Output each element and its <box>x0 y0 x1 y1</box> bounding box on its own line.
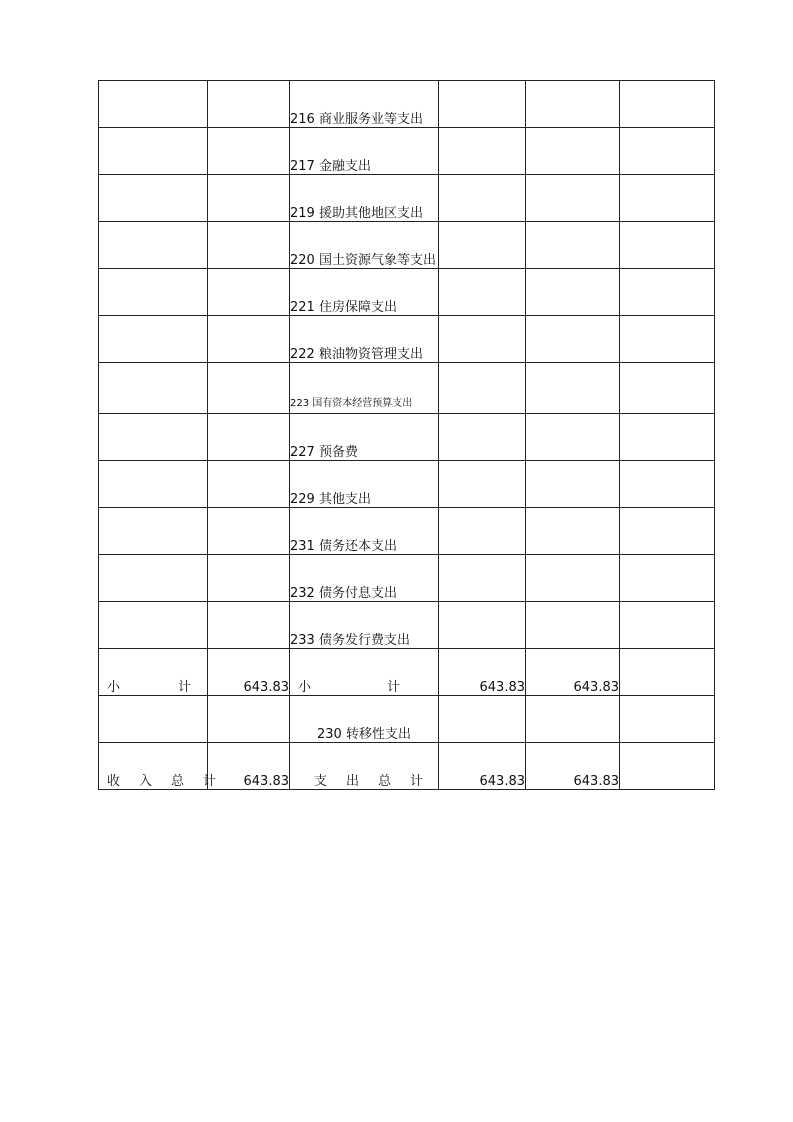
table-row <box>99 269 715 316</box>
table-row <box>99 128 715 175</box>
expense-amount-cell <box>439 128 526 175</box>
expense-amount-cell <box>620 81 715 128</box>
expense-item-cell: 222 粮油物资管理支出 <box>290 316 439 363</box>
income-subtotal-value: 643.83 <box>208 649 290 696</box>
table-row <box>99 602 715 649</box>
expense-amount-cell <box>439 461 526 508</box>
expense-amount-cell <box>439 696 526 743</box>
income-amount-cell <box>208 602 290 649</box>
expense-amount-cell <box>620 222 715 269</box>
subtotal-row <box>99 649 715 696</box>
expense-amount-cell <box>526 316 620 363</box>
income-item-cell <box>99 602 208 649</box>
expense-amount-cell <box>526 363 620 414</box>
expense-amount-cell <box>439 508 526 555</box>
table-row <box>99 175 715 222</box>
income-amount-cell <box>208 696 290 743</box>
table-row <box>99 363 715 414</box>
income-amount-cell <box>208 316 290 363</box>
expense-item-cell: 232 债务付息支出 <box>290 555 439 602</box>
expense-item-cell: 233 债务发行费支出 <box>290 602 439 649</box>
income-item-cell <box>99 508 208 555</box>
income-total-value: 643.83 <box>208 743 290 790</box>
expense-item-cell: 221 住房保障支出 <box>290 269 439 316</box>
table-row <box>99 81 715 128</box>
income-item-cell <box>99 269 208 316</box>
expense-amount-cell <box>439 414 526 461</box>
expense-amount-cell <box>620 316 715 363</box>
expense-amount-cell <box>526 222 620 269</box>
table-row <box>99 414 715 461</box>
expense-subtotal-value: 643.83 <box>439 649 526 696</box>
income-item-cell <box>99 363 208 414</box>
income-item-cell <box>99 81 208 128</box>
expense-amount-cell <box>439 316 526 363</box>
income-amount-cell <box>208 222 290 269</box>
expense-amount-cell <box>620 743 715 790</box>
income-amount-cell <box>208 414 290 461</box>
expense-amount-cell <box>526 461 620 508</box>
expense-amount-cell <box>620 602 715 649</box>
expense-item-cell: 227 预备费 <box>290 414 439 461</box>
table-row <box>99 222 715 269</box>
expense-amount-cell <box>526 414 620 461</box>
income-amount-cell <box>208 363 290 414</box>
table-row <box>99 461 715 508</box>
expense-item-cell: 216 商业服务业等支出 <box>290 81 439 128</box>
expense-amount-cell <box>526 269 620 316</box>
income-item-cell <box>99 555 208 602</box>
budget-table <box>98 80 715 790</box>
expense-amount-cell <box>526 508 620 555</box>
expense-subtotal-label: 小计 <box>290 649 439 696</box>
transfer-row <box>99 696 715 743</box>
expense-amount-cell <box>620 508 715 555</box>
expense-amount-cell <box>439 222 526 269</box>
expense-amount-cell <box>439 363 526 414</box>
expense-total-value: 643.83 <box>439 743 526 790</box>
expense-total-label: 支出总计 <box>290 743 439 790</box>
expense-amount-cell <box>439 175 526 222</box>
income-amount-cell <box>208 508 290 555</box>
expense-subtotal-value: 643.83 <box>526 649 620 696</box>
table-row <box>99 316 715 363</box>
income-item-cell <box>99 414 208 461</box>
income-subtotal-label: 小计 <box>99 649 208 696</box>
expense-amount-cell <box>620 414 715 461</box>
table-row <box>99 508 715 555</box>
expense-amount-cell <box>620 555 715 602</box>
income-item-cell <box>99 175 208 222</box>
expense-item-cell: 217 金融支出 <box>290 128 439 175</box>
expense-item-cell: 219 援助其他地区支出 <box>290 175 439 222</box>
income-amount-cell <box>208 81 290 128</box>
income-amount-cell <box>208 175 290 222</box>
expense-item-cell: 231 债务还本支出 <box>290 508 439 555</box>
expense-item-cell: 229 其他支出 <box>290 461 439 508</box>
expense-amount-cell <box>620 696 715 743</box>
expense-amount-cell <box>620 269 715 316</box>
expense-amount-cell <box>439 269 526 316</box>
table-row <box>99 555 715 602</box>
expense-amount-cell <box>526 696 620 743</box>
income-item-cell <box>99 222 208 269</box>
expense-total-value: 643.83 <box>526 743 620 790</box>
expense-amount-cell <box>439 555 526 602</box>
expense-amount-cell <box>439 602 526 649</box>
expense-item-cell: 220 国土资源气象等支出 <box>290 222 439 269</box>
expense-amount-cell <box>620 363 715 414</box>
expense-amount-cell <box>526 175 620 222</box>
income-amount-cell <box>208 461 290 508</box>
expense-amount-cell <box>620 649 715 696</box>
expense-amount-cell <box>620 461 715 508</box>
income-amount-cell <box>208 269 290 316</box>
expense-amount-cell <box>526 602 620 649</box>
expense-amount-cell <box>526 555 620 602</box>
total-row <box>99 743 715 790</box>
expense-amount-cell <box>439 81 526 128</box>
expense-amount-cell <box>526 81 620 128</box>
income-amount-cell <box>208 555 290 602</box>
income-amount-cell <box>208 128 290 175</box>
expense-item-cell: 223 国有资本经营预算支出 <box>290 363 439 414</box>
transfer-item: 230 转移性支出 <box>290 696 439 743</box>
income-total-label: 收入总计 <box>99 743 208 790</box>
income-item-cell <box>99 316 208 363</box>
expense-amount-cell <box>526 128 620 175</box>
income-item-cell <box>99 696 208 743</box>
expense-amount-cell <box>620 175 715 222</box>
income-item-cell <box>99 128 208 175</box>
expense-amount-cell <box>620 128 715 175</box>
income-item-cell <box>99 461 208 508</box>
